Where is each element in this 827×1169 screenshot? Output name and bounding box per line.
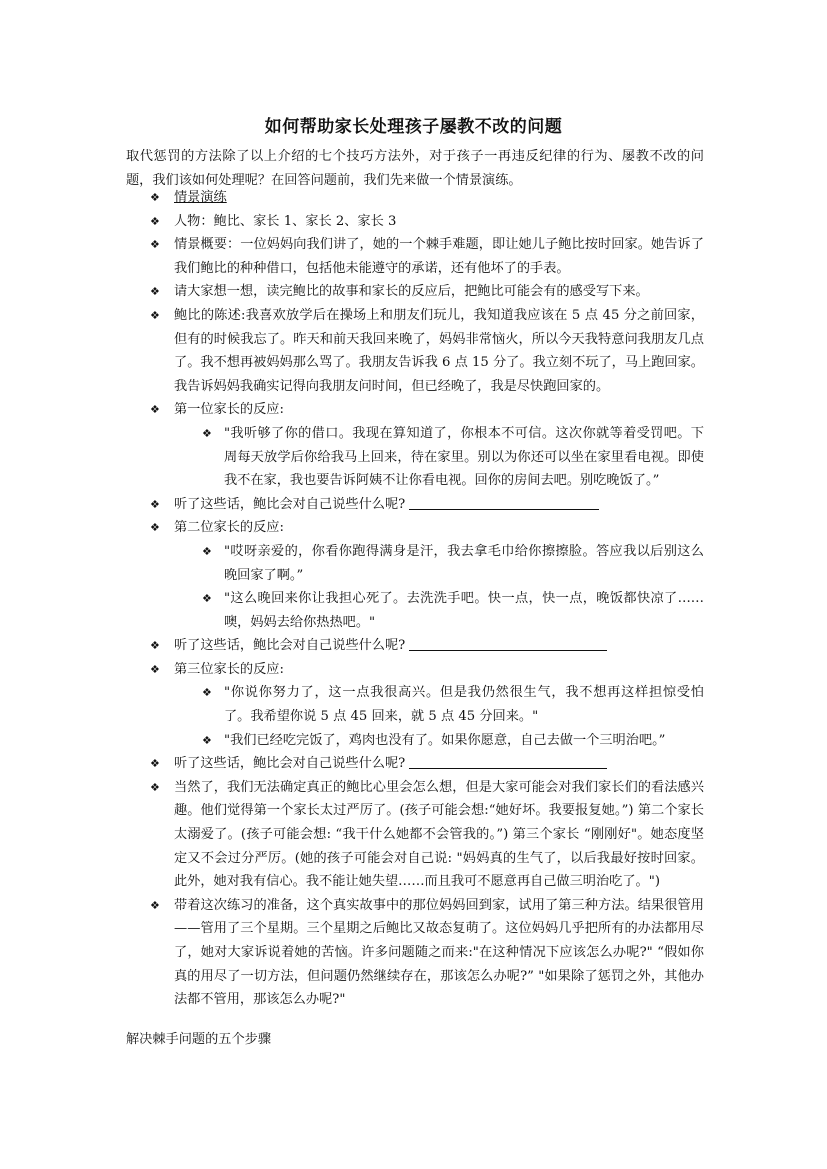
list-item bbox=[126, 186, 704, 210]
bobby-statement: 鲍比的陈述:我喜欢放学后在操场上和朋友们玩儿，我知道我应该在 5 点 45 分之前回家，但有的时候我忘了。昨天和前天我回来晚了，妈妈非常恼火，所以今天我特意问我朋友几点了。我不想再被妈妈那么骂了。我朋友告诉我 6 点 15 分了。我立刻不玩了，马上跑回家。我告诉妈妈我确实记得向我朋友问时间，但已经晚了，我是尽快跑回家的。 bbox=[174, 307, 704, 394]
sub-list-item bbox=[126, 729, 704, 753]
parent-two-heading: 第二位家长的反应: bbox=[174, 520, 284, 536]
diamond-bullet-icon: ❖ bbox=[150, 497, 160, 511]
diamond-bullet-icon: ❖ bbox=[150, 191, 160, 204]
question-text: 听了这些话，鲍比会对自己说些什么呢? bbox=[174, 756, 406, 772]
list-item bbox=[126, 493, 704, 517]
sub-list-item bbox=[126, 587, 704, 634]
characters-line: 人物：鲍比、家长 1、家长 2、家长 3 bbox=[174, 213, 397, 229]
diamond-bullet-icon: ❖ bbox=[150, 662, 160, 676]
diamond-bullet-icon: ❖ bbox=[150, 757, 160, 771]
document-title: 如何帮助家长处理孩子屡教不改的问题 bbox=[264, 117, 563, 137]
parent-three-heading: 第三位家长的反应: bbox=[174, 661, 284, 677]
list-item bbox=[126, 210, 704, 234]
real-story-paragraph: 带着这次练习的准备，这个真实故事中的那位妈妈回到家，试用了第三种方法。结果很管用——管用了三个星期。三个星期之后鲍比又故态复萌了。这位妈妈几乎把所有的办法都用尽了，她对大家诉说着她的苦恼。许多问题随之而来:"在这种情况下应该怎么办呢?" “假如你真的用尽了一切方法，但问题仍然继续存在，那该怎么办呢?” "如果除了惩罚之外，其他办法都不管用，那该怎么办呢?" bbox=[174, 897, 704, 1008]
next-section-heading: 解决棘手问题的五个步骤 bbox=[126, 1032, 272, 1047]
parent-two-response-1: "哎呀亲爱的，你看你跑得满身是汗，我去拿毛巾给你擦擦脸。答应我以后别这么晚回家了啊。” bbox=[224, 543, 704, 583]
list-item bbox=[126, 752, 704, 776]
diamond-bullet-icon: ❖ bbox=[150, 521, 160, 535]
question-text: 听了这些话，鲍比会对自己说些什么呢? bbox=[174, 638, 406, 654]
answer-blank-line bbox=[409, 635, 607, 651]
sub-list-item bbox=[126, 422, 704, 493]
question-text: 听了这些话，鲍比会对自己说些什么呢? bbox=[174, 496, 406, 512]
diamond-bullet-icon: ❖ bbox=[202, 733, 212, 747]
diamond-bullet-icon: ❖ bbox=[150, 285, 160, 299]
section-heading: 情景演练 bbox=[174, 190, 227, 205]
diamond-bullet-icon: ❖ bbox=[202, 544, 212, 558]
answer-blank-line bbox=[409, 494, 599, 510]
list-item bbox=[126, 233, 704, 280]
diamond-bullet-icon: ❖ bbox=[150, 898, 160, 912]
diamond-bullet-icon: ❖ bbox=[202, 686, 212, 700]
list-item bbox=[126, 304, 704, 398]
answer-blank-line bbox=[409, 753, 607, 769]
list-item bbox=[126, 280, 704, 304]
intro-paragraph: 取代惩罚的方法除了以上介绍的七个技巧方法外，对于孩子一再违反纪律的行为、屡教不改的问题，我们该如何处理呢？在回答问题前，我们先来做一个情景演练。 bbox=[126, 149, 704, 188]
list-item bbox=[126, 658, 704, 682]
diamond-bullet-icon: ❖ bbox=[150, 214, 160, 228]
diamond-bullet-icon: ❖ bbox=[150, 308, 160, 322]
parent-three-response-1: "你说你努力了，这一点我很高兴。但是我仍然很生气，我不想再这样担惊受怕了。我希望你说 5 点 45 回来，就 5 点 45 分回来。" bbox=[224, 685, 704, 725]
scenario-summary: 情景概要：一位妈妈向我们讲了，她的一个棘手难题，即让她儿子鲍比按时回家。她告诉了我们鲍比的种种借口，包括他未能遵守的承诺，还有他坏了的手表。 bbox=[174, 237, 704, 276]
parent-one-response: "我听够了你的借口。我现在算知道了，你根本不可信。这次你就等着受罚吧。下周每天放学后你给我马上回来，待在家里。别以为你还可以坐在家里看电视。即使我不在家，我也要告诉阿姨不让你看电视。回你的房间去吧。别吃晚饭了。” bbox=[224, 425, 704, 489]
diamond-bullet-icon: ❖ bbox=[202, 592, 212, 606]
diamond-bullet-icon: ❖ bbox=[150, 403, 160, 417]
analysis-paragraph: 当然了，我们无法确定真正的鲍比心里会怎么想，但是大家可能会对我们家长们的看法感兴趣。他们觉得第一个家长太过严厉了。(孩子可能会想:“她好坏。我要报复她。”) 第二个家长太溺爱了。(孩子可能会想: “我干什么她都不会管我的。”) 第三个家长 “刚刚好"。她态度坚定又不会过分严厉。(她的孩子可能会对自己说: "妈妈真的生气了，以后我最好按时回家。此外，她对我有信心。我不能让她失望……而且我可不愿意再自己做三明治吃了。") bbox=[174, 779, 704, 890]
diamond-bullet-icon: ❖ bbox=[202, 426, 212, 440]
parent-two-response-2: "这么晚回来你让我担心死了。去洗洗手吧。快一点，快一点，晚饭都快凉了……噢，妈妈去给你热热吧。" bbox=[224, 591, 704, 630]
list-item bbox=[126, 398, 704, 422]
list-item bbox=[126, 634, 704, 658]
sub-list-item bbox=[126, 540, 704, 587]
bullet-list bbox=[126, 186, 704, 1012]
instruction-text: 请大家想一想，读完鲍比的故事和家长的反应后，把鲍比可能会有的感受写下来。 bbox=[174, 284, 649, 300]
parent-one-heading: 第一位家长的反应: bbox=[174, 402, 284, 418]
list-item bbox=[126, 894, 704, 1012]
diamond-bullet-icon: ❖ bbox=[150, 639, 160, 653]
sub-list-item bbox=[126, 681, 704, 728]
list-item bbox=[126, 776, 704, 894]
diamond-bullet-icon: ❖ bbox=[150, 780, 160, 794]
parent-three-response-2: "我们已经吃完饭了，鸡肉也没有了。如果你愿意，自己去做一个三明治吧。” bbox=[224, 732, 666, 748]
list-item bbox=[126, 516, 704, 540]
diamond-bullet-icon: ❖ bbox=[150, 238, 160, 252]
